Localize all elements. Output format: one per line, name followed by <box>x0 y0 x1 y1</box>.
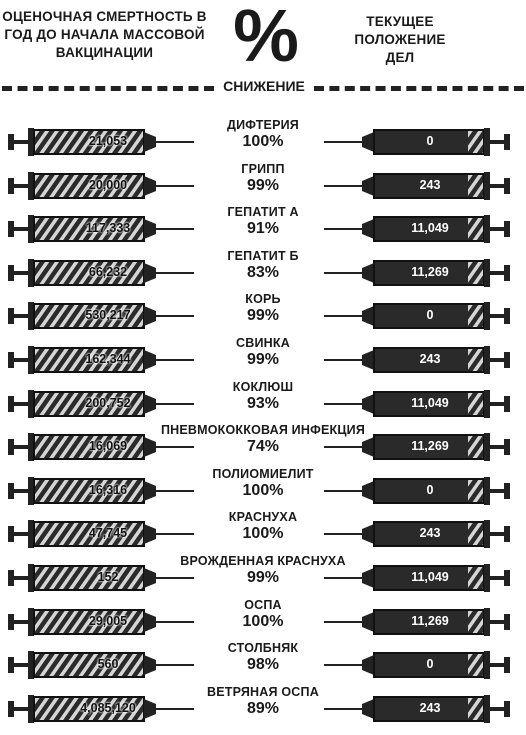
plunger-rod <box>14 402 28 406</box>
syringe-hub <box>362 132 374 152</box>
plunger-cap <box>8 178 14 194</box>
reduction-percent: 99% <box>246 569 280 586</box>
plunger-cap <box>8 439 14 455</box>
deaths-before-value: 29,005 <box>88 613 128 628</box>
plunger-cap <box>504 308 510 324</box>
disease-name: ПОЛИОМИЕЛИТ <box>212 466 314 481</box>
plunger-cap <box>8 265 14 281</box>
plunger-rod <box>14 445 28 449</box>
deaths-before-value: 200,752 <box>85 395 131 410</box>
syringe-hub <box>362 437 374 457</box>
syringe-hub <box>362 306 374 326</box>
deaths-now-value: 243 <box>419 700 441 715</box>
plunger-cap <box>8 614 14 630</box>
plunger-rod <box>490 663 504 667</box>
deaths-before-value: 21,053 <box>88 134 128 148</box>
disease-name: ДИФТЕРИЯ <box>227 118 299 132</box>
deaths-before-value: 117,333 <box>85 221 131 236</box>
plunger-cap <box>8 396 14 412</box>
disease-name: КОКЛЮШ <box>232 379 294 394</box>
plunger-cap <box>504 396 510 412</box>
plunger-cap <box>8 134 14 150</box>
plunger-cap <box>8 570 14 586</box>
plunger-rod <box>490 227 504 231</box>
plunger-rod <box>14 358 28 362</box>
syringe-hub <box>362 219 374 239</box>
deaths-now-value: 11,269 <box>411 264 449 279</box>
deaths-before-value: 20,000 <box>88 177 128 192</box>
table-row <box>0 684 526 734</box>
deaths-before-value: 4,085,120 <box>80 700 136 715</box>
reduction-percent: 99% <box>246 307 280 325</box>
plunger-cap <box>8 701 14 717</box>
deaths-before-value: 47,745 <box>88 526 128 541</box>
table-row <box>0 509 526 559</box>
deaths-now-value: 243 <box>419 177 441 192</box>
plunger-cap <box>504 352 510 368</box>
reduction-subtitle: СНИЖЕНИЕ <box>223 78 305 94</box>
disease-name: ВРОЖДЕННАЯ КРАСНУХА <box>180 554 346 568</box>
syringe-flange <box>484 520 490 548</box>
syringe-flange <box>484 608 490 636</box>
syringe-flange <box>484 651 490 679</box>
disease-name: ВЕТРЯНАЯ ОСПА <box>207 684 319 699</box>
divider-left <box>2 86 214 91</box>
plunger-rod <box>490 707 504 711</box>
syringe-flange <box>484 302 490 330</box>
table-row <box>0 291 526 341</box>
syringe-hub <box>362 655 374 675</box>
reduction-percent: 93% <box>246 394 280 412</box>
disease-name: ГРИПП <box>241 161 285 176</box>
syringe-flange <box>484 346 490 374</box>
plunger-cap <box>8 352 14 368</box>
deaths-before-value: 162,344 <box>85 352 131 366</box>
table-row <box>0 466 526 516</box>
syringe-flange <box>484 390 490 418</box>
plunger-cap <box>504 526 510 542</box>
syringe-hub <box>362 176 374 196</box>
plunger-cap <box>504 178 510 194</box>
reduction-percent: 83% <box>246 263 280 281</box>
table-row <box>0 161 526 211</box>
syringe-flange <box>484 215 490 243</box>
plunger-rod <box>490 358 504 362</box>
plunger-rod <box>14 532 28 536</box>
deaths-now-value: 0 <box>426 657 434 672</box>
deaths-now-value: 11,049 <box>411 395 449 410</box>
table-row <box>0 422 526 472</box>
table-row <box>0 117 526 167</box>
plunger-rod <box>14 140 28 144</box>
syringe-hub <box>362 568 374 588</box>
plunger-cap <box>504 134 510 150</box>
disease-name: ГЕПАТИТ Б <box>227 248 299 263</box>
disease-name: КРАСНУХА <box>228 510 298 525</box>
plunger-cap <box>504 439 510 455</box>
syringe-hub <box>362 524 374 544</box>
plunger-cap <box>504 701 510 717</box>
syringe-flange <box>484 477 490 505</box>
plunger-cap <box>8 657 14 673</box>
plunger-rod <box>14 184 28 188</box>
plunger-cap <box>504 265 510 281</box>
table-row <box>0 379 526 429</box>
syringe-flange <box>484 172 490 200</box>
reduction-percent: 74% <box>246 438 280 456</box>
reduction-percent: 100% <box>242 525 284 543</box>
deaths-now-value: 243 <box>419 526 441 541</box>
plunger-rod <box>14 707 28 711</box>
plunger-rod <box>490 402 504 406</box>
plunger-rod <box>490 271 504 275</box>
left-column-header: ОЦЕНОЧНАЯ СМЕРТНОСТЬ В ГОД ДО НАЧАЛА МАССОВОЙ ВАКЦИНАЦИИ <box>2 9 207 60</box>
plunger-rod <box>490 620 504 624</box>
plunger-rod <box>490 314 504 318</box>
plunger-rod <box>14 663 28 667</box>
disease-name: КОРЬ <box>245 292 281 307</box>
plunger-cap <box>504 614 510 630</box>
plunger-rod <box>14 271 28 275</box>
plunger-rod <box>14 489 28 493</box>
syringe-flange <box>484 259 490 287</box>
deaths-now-value: 11,049 <box>411 221 449 236</box>
plunger-rod <box>490 576 504 580</box>
table-row <box>0 640 526 690</box>
syringe-hub <box>362 394 374 414</box>
plunger-cap <box>504 483 510 499</box>
reduction-percent: 99% <box>246 176 280 194</box>
syringe-flange <box>484 433 490 461</box>
right-column-header: ТЕКУЩЕЕ ПОЛОЖЕНИЕ ДЕЛ <box>354 14 446 65</box>
disease-name: СТОЛБНЯК <box>227 641 299 656</box>
plunger-rod <box>490 532 504 536</box>
plunger-cap <box>504 657 510 673</box>
plunger-rod <box>14 227 28 231</box>
deaths-now-value: 11,269 <box>411 439 449 454</box>
syringe-hub <box>362 612 374 632</box>
syringe-hub <box>362 481 374 501</box>
syringe-hub <box>362 699 374 719</box>
plunger-rod <box>14 620 28 624</box>
plunger-rod <box>490 489 504 493</box>
percent-sign: % <box>233 0 299 77</box>
plunger-cap <box>8 483 14 499</box>
table-row <box>0 597 526 647</box>
syringe-hub <box>362 350 374 370</box>
deaths-now-value: 11,049 <box>411 570 449 584</box>
table-row <box>0 204 526 254</box>
plunger-rod <box>14 314 28 318</box>
table-row <box>0 248 526 298</box>
plunger-cap <box>8 221 14 237</box>
table-row <box>0 335 526 385</box>
divider-right <box>314 86 524 91</box>
deaths-before-value: 530,217 <box>85 308 131 323</box>
plunger-cap <box>504 221 510 237</box>
disease-name: ПНЕВМОКОККОВАЯ ИНФЕКЦИЯ <box>160 423 366 438</box>
syringe-hub <box>362 263 374 283</box>
disease-name: ГЕПАТИТ А <box>227 205 299 220</box>
deaths-before-value: 152 <box>97 570 119 584</box>
deaths-now-value: 243 <box>419 352 441 366</box>
plunger-cap <box>504 570 510 586</box>
deaths-before-value: 16,069 <box>88 439 128 454</box>
plunger-rod <box>490 184 504 188</box>
reduction-percent: 89% <box>246 699 280 717</box>
plunger-rod <box>490 140 504 144</box>
reduction-percent: 100% <box>242 612 284 630</box>
reduction-percent: 98% <box>246 656 280 674</box>
disease-name: СВИНКА <box>236 336 290 350</box>
plunger-rod <box>490 445 504 449</box>
reduction-percent: 91% <box>246 220 280 238</box>
deaths-before-value: 560 <box>97 657 119 672</box>
reduction-percent: 99% <box>246 351 280 368</box>
plunger-cap <box>8 308 14 324</box>
table-row <box>0 553 526 603</box>
syringe-flange <box>484 564 490 592</box>
plunger-rod <box>14 576 28 580</box>
reduction-percent: 100% <box>242 133 284 150</box>
disease-name: ОСПА <box>244 597 282 612</box>
deaths-now-value: 11,269 <box>411 613 449 628</box>
deaths-now-value: 0 <box>426 482 434 497</box>
deaths-before-value: 16,316 <box>88 482 128 497</box>
syringe-flange <box>484 128 490 156</box>
syringe-flange <box>484 695 490 723</box>
plunger-cap <box>8 526 14 542</box>
deaths-now-value: 0 <box>426 134 434 148</box>
reduction-percent: 100% <box>242 481 284 499</box>
deaths-before-value: 66,232 <box>88 264 128 279</box>
deaths-now-value: 0 <box>426 308 434 323</box>
